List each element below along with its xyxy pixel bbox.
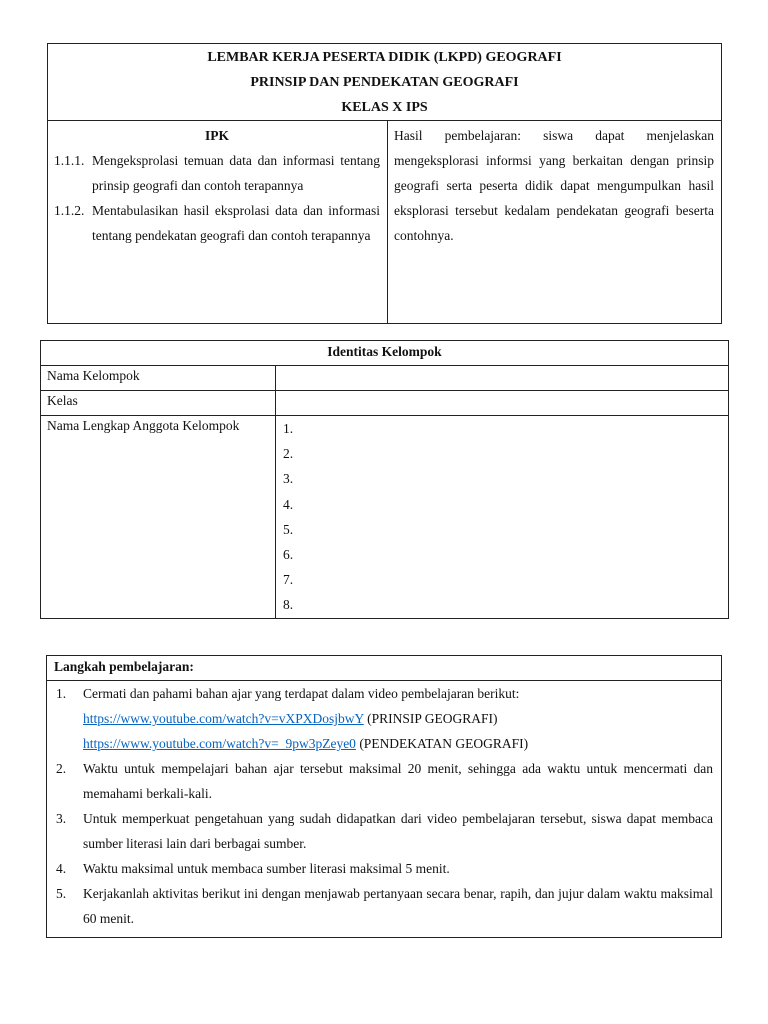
step-text: Kerjakanlah aktivitas berikut ini dengan menjawab pertanyaan secara benar, rapih, dan jujur dalam waktu maksimal 60 menit. bbox=[83, 886, 713, 926]
step-content bbox=[83, 681, 713, 756]
member-row[interactable]: 6. bbox=[283, 547, 294, 563]
ipk-cell bbox=[48, 121, 388, 324]
step-item bbox=[56, 681, 713, 756]
link-label: (PENDEKATAN GEOGRAFI) bbox=[359, 736, 529, 751]
member-row[interactable]: 4. bbox=[283, 496, 294, 512]
step-number: 5. bbox=[56, 886, 67, 901]
members-label: Nama Lengkap Anggota Kelompok bbox=[41, 416, 276, 619]
step-number: 2. bbox=[56, 761, 67, 776]
member-row[interactable]: 1. bbox=[283, 421, 294, 436]
steps-list bbox=[56, 681, 713, 931]
step-item bbox=[56, 856, 713, 881]
member-row[interactable]: 7. bbox=[283, 572, 294, 588]
ipk-item-text: Mengeksprolasi temuan data dan informasi tentang prinsip geografi dan contoh terapannya bbox=[92, 153, 380, 193]
step-text: Cermati dan pahami bahan ajar yang terdapat dalam video pembelajaran berikut: bbox=[83, 686, 520, 701]
document-subtitle: PRINSIP DAN PENDEKATAN GEOGRAFI bbox=[250, 75, 519, 90]
members-list bbox=[276, 416, 729, 619]
ipk-item bbox=[54, 198, 380, 248]
group-name-field[interactable] bbox=[276, 366, 729, 391]
learning-steps-table bbox=[46, 655, 722, 938]
step-text: Waktu maksimal untuk membaca sumber literasi maksimal 5 menit. bbox=[83, 861, 450, 876]
class-field[interactable] bbox=[276, 391, 729, 416]
lkpd-header-table bbox=[47, 43, 722, 324]
class-label: KELAS X IPS bbox=[341, 100, 428, 115]
document-title-cell bbox=[48, 44, 722, 121]
link-label: (PRINSIP GEOGRAFI) bbox=[367, 711, 498, 726]
ipk-item bbox=[54, 148, 380, 198]
step-item bbox=[56, 756, 713, 806]
step-text: Waktu untuk mempelajari bahan ajar tersebut maksimal 20 menit, sehingga ada waktu untuk mencermati dan memahami berkali-kali. bbox=[83, 761, 713, 801]
step-item bbox=[56, 806, 713, 856]
class-field-label: Kelas bbox=[41, 391, 276, 416]
youtube-link-pendekatan[interactable]: https://www.youtube.com/watch?v=_9pw3pZeye0 bbox=[83, 736, 356, 751]
group-identity-title: Identitas Kelompok bbox=[41, 341, 729, 366]
ipk-item-text: Mentabulasikan hasil eksprolasi data dan informasi tentang pendekatan geografi dan contoh terapannya bbox=[92, 203, 380, 243]
step-number: 3. bbox=[56, 811, 67, 826]
member-row[interactable]: 8. bbox=[283, 597, 294, 613]
member-row[interactable]: 5. bbox=[283, 521, 294, 537]
step-item bbox=[56, 881, 713, 931]
step-number: 4. bbox=[56, 861, 67, 876]
document-title: LEMBAR KERJA PESERTA DIDIK (LKPD) GEOGRAFI bbox=[207, 50, 562, 65]
learning-outcome-text: Hasil pembelajaran: siswa dapat menjelaskan mengeksplorasi informsi yang berkaitan dengan prinsip geografi serta peserta didik dapat mengumpulkan hasil eksplorasi tersebut kedalam pendekatan geografi beserta contohnya. bbox=[394, 128, 714, 243]
ipk-item-number: 1.1.1. bbox=[54, 153, 85, 168]
learning-steps-title: Langkah pembelajaran: bbox=[47, 656, 722, 681]
ipk-item-number: 1.1.2. bbox=[54, 203, 85, 218]
learning-steps-body bbox=[47, 681, 722, 938]
group-identity-table bbox=[40, 340, 729, 619]
group-name-label: Nama Kelompok bbox=[41, 366, 276, 391]
learning-outcome-cell bbox=[388, 121, 722, 324]
ipk-title: IPK bbox=[204, 128, 229, 143]
step-number: 1. bbox=[56, 686, 67, 701]
member-row[interactable]: 3. bbox=[283, 471, 294, 487]
youtube-link-prinsip[interactable]: https://www.youtube.com/watch?v=vXPXDosjbwY bbox=[83, 711, 364, 726]
step-text: Untuk memperkuat pengetahuan yang sudah didapatkan dari video pembelajaran tersebut, siswa dapat membaca sumber literasi lain dari berbagai sumber. bbox=[83, 811, 713, 851]
member-row[interactable]: 2. bbox=[283, 446, 294, 462]
